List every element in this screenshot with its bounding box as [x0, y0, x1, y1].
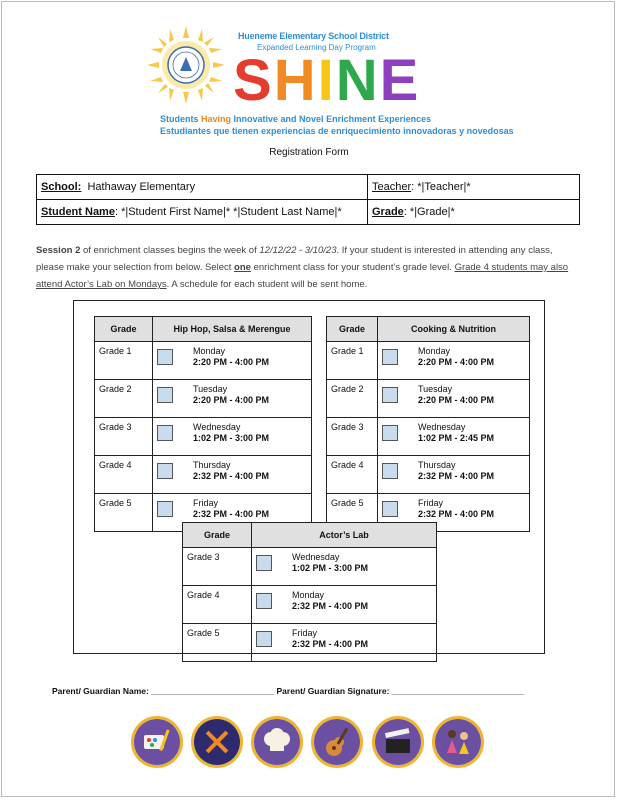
table-row	[95, 380, 312, 418]
day-label: Tuesday	[193, 384, 228, 394]
cooking-table	[326, 316, 530, 532]
time-label: 1:02 PM - 2:45 PM	[418, 433, 495, 443]
table-row	[327, 342, 530, 380]
class-title: Hip Hop, Salsa & Merengue	[153, 317, 312, 342]
table-row	[95, 456, 312, 494]
table-row	[183, 548, 437, 586]
time-slot	[193, 346, 269, 368]
grade-cell: Grade 1	[95, 342, 153, 380]
class-checkbox[interactable]	[157, 387, 173, 403]
day-label: Monday	[418, 346, 451, 356]
session-cell	[252, 548, 437, 586]
time-label: 2:32 PM - 4:00 PM	[193, 471, 270, 481]
day-label: Thursday	[193, 460, 231, 470]
time-label: 1:02 PM - 3:00 PM	[292, 563, 369, 573]
student-info-table	[36, 174, 580, 225]
grade-cell: Grade 5	[95, 494, 153, 532]
class-checkbox[interactable]	[382, 349, 398, 365]
district-name: Hueneme Elementary School District	[238, 31, 389, 41]
table-row	[95, 342, 312, 380]
tagline-english: Students Having Innovative and Novel Enrichment Experiences	[160, 114, 432, 124]
table-row	[327, 456, 530, 494]
day-label: Friday	[292, 628, 318, 638]
shine-logo	[233, 48, 421, 113]
session-cell	[153, 380, 312, 418]
school-cell: School: Hathaway Elementary	[37, 175, 368, 200]
parent-signature-field[interactable]: ____________________________	[391, 686, 525, 696]
class-title: Actor’s Lab	[252, 523, 437, 548]
class-checkbox[interactable]	[382, 387, 398, 403]
grade-cell: Grade 3	[183, 548, 252, 586]
time-label: 2:32 PM - 4:00 PM	[193, 509, 270, 519]
class-checkbox[interactable]	[382, 425, 398, 441]
school-value: Hathaway Elementary	[87, 181, 196, 193]
session-cell	[378, 342, 530, 380]
day-label: Tuesday	[418, 384, 453, 394]
time-label: 2:32 PM - 4:00 PM	[292, 639, 369, 649]
class-checkbox[interactable]	[157, 349, 173, 365]
student-name-cell[interactable]: Student Name: *|Student First Name|* *|Student Last Name|*	[37, 200, 368, 225]
time-slot	[292, 590, 368, 612]
time-slot	[193, 460, 269, 482]
class-checkbox[interactable]	[157, 463, 173, 479]
art-supplies-icon	[131, 716, 183, 768]
parent-signature-label: Parent/ Guardian Signature:	[276, 686, 390, 696]
grade-cell: Grade 3	[95, 418, 153, 456]
logo-letter: E	[379, 48, 421, 113]
actors-lab-table	[182, 522, 437, 662]
tagline-spanish: Estudiantes que tienen experiencias de enriquecimiento innovadoras y novedosas	[160, 126, 514, 136]
day-label: Monday	[292, 590, 325, 600]
day-label: Thursday	[418, 460, 456, 470]
guitar-icon	[311, 716, 363, 768]
time-label: 2:32 PM - 4:00 PM	[418, 471, 495, 481]
grade-header: Grade	[95, 317, 153, 342]
logo-letter: S	[233, 48, 274, 113]
session-paragraph: Session 2 of enrichment classes begins the week of 12/12/22 - 3/10/23. If your student is interested in attending any class, please make your selection from below. Select one enrichment class for your student’s grade level. Grade 4 students may also attend Actor’s Lab on Mondays. A schedule for each student will be sent home.	[36, 245, 569, 290]
table-row	[327, 380, 530, 418]
class-checkbox[interactable]	[157, 501, 173, 517]
session-cell	[378, 456, 530, 494]
logo-letter: N	[335, 48, 380, 113]
session-cell	[378, 380, 530, 418]
teacher-cell[interactable]: Teacher: *|Teacher|*	[368, 175, 580, 200]
chef-hat-icon	[251, 716, 303, 768]
tools-icon	[191, 716, 243, 768]
time-slot	[418, 422, 494, 444]
grade-header: Grade	[327, 317, 378, 342]
time-slot	[418, 498, 494, 520]
signature-line	[52, 686, 524, 696]
district-seal-logo	[145, 24, 227, 106]
time-slot	[418, 346, 494, 368]
table-row	[327, 418, 530, 456]
session-cell	[153, 418, 312, 456]
session-cell	[153, 456, 312, 494]
grade-cell: Grade 4	[183, 586, 252, 624]
grade-cell: Grade 3	[327, 418, 378, 456]
grade-header: Grade	[183, 523, 252, 548]
class-checkbox[interactable]	[157, 425, 173, 441]
time-label: 2:20 PM - 4:00 PM	[418, 357, 495, 367]
logo-letter: H	[273, 48, 318, 113]
class-checkbox[interactable]	[382, 463, 398, 479]
time-label: 2:20 PM - 4:00 PM	[193, 395, 270, 405]
grade-cell: Grade 1	[327, 342, 378, 380]
grade-cell: Grade 2	[327, 380, 378, 418]
grade-cell: Grade 5	[327, 494, 378, 532]
form-title: Registration Form	[269, 147, 349, 158]
day-label: Friday	[418, 498, 444, 508]
grade-cell: Grade 4	[327, 456, 378, 494]
grade-cell: Grade 4	[95, 456, 153, 494]
grade-cell: Grade 5	[183, 624, 252, 662]
time-slot	[292, 552, 368, 574]
logo-letter: I	[317, 48, 336, 113]
time-slot	[193, 498, 269, 520]
class-checkbox[interactable]	[256, 593, 272, 609]
time-label: 2:20 PM - 4:00 PM	[418, 395, 495, 405]
hiphop-table	[94, 316, 312, 532]
day-label: Wednesday	[193, 422, 241, 432]
time-label: 2:32 PM - 4:00 PM	[418, 509, 495, 519]
table-row	[95, 418, 312, 456]
schedule-box	[73, 300, 545, 654]
time-slot	[418, 384, 494, 406]
grade-cell: Grade 2	[95, 380, 153, 418]
grade-value: : *|Grade|*	[403, 206, 455, 218]
session-cell	[153, 342, 312, 380]
parent-name-label: Parent/ Guardian Name:	[52, 686, 149, 696]
dancers-icon	[432, 716, 484, 768]
time-slot	[193, 422, 269, 444]
class-checkbox[interactable]	[256, 555, 272, 571]
day-label: Monday	[193, 346, 226, 356]
teacher-value: : *|Teacher|*	[411, 181, 471, 193]
time-slot	[292, 628, 368, 650]
table-row	[183, 586, 437, 624]
time-label: 1:02 PM - 3:00 PM	[193, 433, 270, 443]
class-checkbox[interactable]	[256, 631, 272, 647]
day-label: Friday	[193, 498, 219, 508]
session-cell	[252, 586, 437, 624]
grade-cell[interactable]: Grade: *|Grade|*	[368, 200, 580, 225]
time-label: 2:32 PM - 4:00 PM	[292, 601, 369, 611]
day-label: Wednesday	[292, 552, 340, 562]
session-cell	[252, 624, 437, 662]
session-cell	[378, 418, 530, 456]
class-title: Cooking & Nutrition	[378, 317, 530, 342]
time-slot	[418, 460, 494, 482]
parent-name-field[interactable]: __________________________	[151, 686, 275, 696]
student-name-value: : *|Student First Name|* *|Student Last Name|*	[114, 206, 342, 218]
clapperboard-icon	[372, 716, 424, 768]
time-slot	[193, 384, 269, 406]
class-checkbox[interactable]	[382, 501, 398, 517]
day-label: Wednesday	[418, 422, 466, 432]
time-label: 2:20 PM - 4:00 PM	[193, 357, 270, 367]
table-row	[183, 624, 437, 662]
program-name: Expanded Learning Day Program	[257, 43, 376, 52]
